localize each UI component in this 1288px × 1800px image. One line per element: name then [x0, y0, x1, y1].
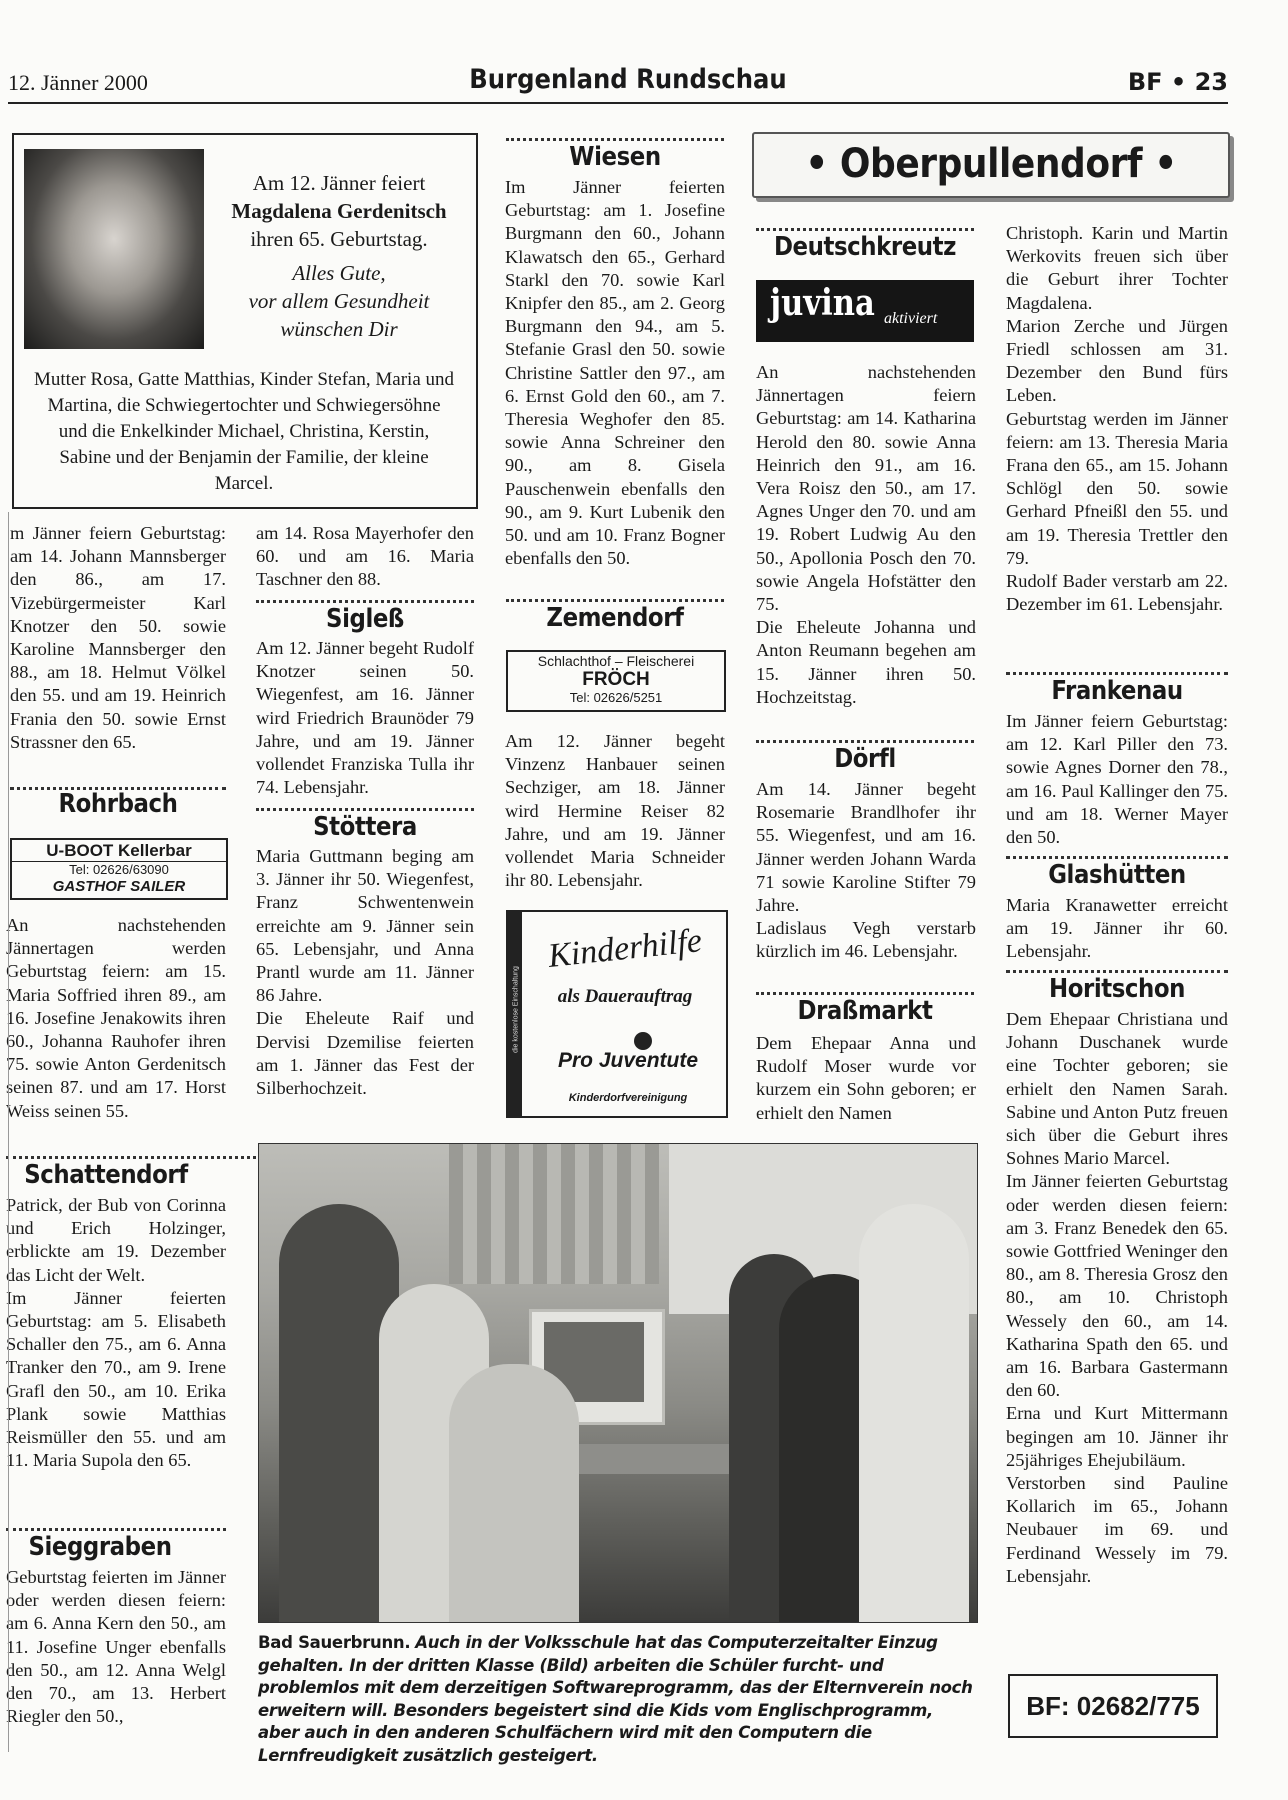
- column-rule: [8, 512, 9, 1752]
- rohrbach-text: An nachstehenden Jännertagen werden Geburtstag feiern: am 15. Maria Soffried ihren 89., am 16. Josefine Jenakowits ihren 60., Johanna Rauhofer ihren 75. sowie Anton Gerdenitsch seinen 87. und am 17. Horst Weiss seinen 55.: [6, 915, 226, 1121]
- divider: [506, 138, 724, 141]
- heading-wiesen: Wiesen: [569, 142, 661, 172]
- doerfl-text: [756, 778, 976, 964]
- pro-juventute-logo-icon: [634, 1032, 652, 1050]
- photo-caption-place: Bad Sauerbrunn.: [258, 1633, 411, 1652]
- divider: [1006, 672, 1228, 675]
- region-banner: [752, 132, 1230, 198]
- heading-doerfl: Dörfl: [834, 744, 896, 774]
- horitschon-p4: Verstorben sind Pauline Kollarich im 65., Johann Neubauer im 69. und Ferdinand Wessely im 79. Lebensjahr.: [1006, 1473, 1228, 1586]
- birthday-wish2: vor allem Gesundheit: [248, 289, 430, 313]
- frankenau-text: Im Jänner feiern Geburtstag: am 12. Karl Piller den 73. sowie Agnes Dorner den 78., am 16. Paul Kallinger den 75. und am 18. Werner Mayer den 50.: [1006, 711, 1228, 848]
- ad-froech-line1: Schlachthof – Fleischerei: [537, 653, 695, 669]
- divider: [1006, 856, 1228, 859]
- kinderhilfe-sub: als Dauerauftrag: [557, 986, 693, 1007]
- heading-sieggraben: Sieggraben: [28, 1532, 172, 1562]
- divider: [756, 992, 974, 995]
- ad-kinderhilfe: [506, 910, 728, 1118]
- kinderhilfe-script: Kinderhilfe: [546, 922, 704, 975]
- birthday-wish3: wünschen Dir: [280, 317, 398, 341]
- deutschkreutz-p2: Die Eheleute Johanna und Anton Reumann begehen am 15. Jänner ihren 50. Hochzeitstag.: [756, 617, 976, 707]
- student-figure: [859, 1204, 969, 1622]
- divider: [506, 599, 724, 602]
- birthday-line1: Am 12. Jänner feiert: [252, 171, 426, 195]
- student-figure: [449, 1364, 579, 1622]
- col5-top-text: [1006, 222, 1228, 616]
- birthday-senders: Mutter Rosa, Gatte Matthias, Kinder Stefan, Maria und Martina, die Schwiegertochter und Schwiegersöhne und die Enkelkinder Michael, Christina, Kerstin, Sabine und der Benjamin der Familie, der kleine Marcel.: [34, 369, 455, 494]
- page-number: 23: [1194, 68, 1228, 96]
- divider: [256, 600, 474, 603]
- ad-froech-line3: Tel: 02626/5251: [569, 690, 663, 705]
- divider: [256, 808, 474, 811]
- birthday-line3: ihren 65. Geburtstag.: [250, 227, 428, 251]
- schattendorf-p1: Patrick, der Bub von Corinna und Erich Holzinger, erblickte am 19. Dezember das Licht der Welt.: [6, 1195, 226, 1285]
- deutschkreutz-p1: An nachstehenden Jännertagen feiern Geburtstag: am 14. Katharina Herold den 80. sowie Anna Heinrich den 91., am 16. Vera Roisz den 50., am 17. Agnes Unger den 70. und am 19. Robert Ludwig Au den 50., Apollonia Posch den 70. sowie Angela Hofstätter den 75.: [756, 362, 976, 615]
- heading-sigless: Sigleß: [326, 604, 404, 634]
- birthday-ad: [12, 133, 478, 509]
- contact-box: [1008, 1674, 1218, 1738]
- sieggraben-text: Geburtstag feierten im Jänner oder werden diesen feiern: am 6. Anna Kern den 50., am 11. Josefine Unger ebenfalls den 50., am 12. Anna Welgl den 70., am 13. Herbert Riegler den 50.,: [6, 1567, 226, 1727]
- stoettera-p2: Die Eheleute Raif und Dervisi Dzemilise feierten am 1. Jänner das Fest der Silberhochzeit.: [256, 1008, 474, 1099]
- header-badge: [1128, 68, 1228, 96]
- glashuetten-text: Maria Kranawetter erreicht am 19. Jänner ihr 60. Lebensjahr.: [1006, 895, 1228, 962]
- heading-zemendorf: Zemendorf: [546, 603, 684, 633]
- header-separator: •: [1170, 68, 1195, 96]
- sigless-text: Am 12. Jänner begeht Rudolf Knotzer seinen 50. Wiegenfest, am 16. Jänner wird Friedrich Braunöder 79 Jahre, und am 19. Jänner vollendet Franziska Tulla ihr 74. Lebensjahr.: [256, 638, 474, 798]
- portrait-photo: [24, 149, 204, 349]
- heading-schattendorf: Schattendorf: [24, 1160, 188, 1190]
- ad-froech: [506, 650, 726, 712]
- contact-box-text: BF: 02682/775: [1026, 1691, 1200, 1721]
- heading-rohrbach: Rohrbach: [58, 789, 178, 819]
- schattendorf-p2: Im Jänner feierten Geburtstag: am 5. Elisabeth Schaller den 75., am 6. Anna Tranker den 70., am 9. Irene Grafl den 50., am 10. Erika Plank sowie Matthias Reismüller den 55. und am 11. Maria Supola den 65.: [6, 1287, 226, 1471]
- doerfl-p2: Ladislaus Vegh verstarb kürzlich im 46. Lebensjahr.: [756, 918, 976, 962]
- region-banner-text: • Oberpullendorf •: [805, 141, 1177, 187]
- header-title: Burgenland Rundschau: [469, 64, 787, 95]
- col1-intro: m Jänner feiern Geburtstag: am 14. Johann Mannsberger den 86., am 17. Vizebürgermeister Karl Knotzer den 50. sowie Karoline Mannsberger den 88., am 18. Helmut Völkel den 55. und am 19. Heinrich Frania den 50. sowie Ernst Strassner den 65.: [10, 523, 226, 752]
- divider: [6, 1156, 256, 1159]
- ad-uboot: [10, 838, 228, 900]
- heading-frankenau: Frankenau: [1051, 676, 1183, 706]
- heading-horitschon: Horitschon: [1048, 974, 1186, 1004]
- divider: [756, 228, 974, 231]
- classroom-photo: [258, 1143, 978, 1623]
- photo-caption: [258, 1632, 978, 1767]
- classroom-wall-drawings: [449, 1144, 659, 1284]
- col5-p4: Rudolf Bader verstarb am 22. Dezember im 61. Lebensjahr.: [1006, 571, 1228, 615]
- doerfl-p1: Am 14. Jänner begeht Rosemarie Brandlhofer ihr 55. Wiegenfest, und am 16. Jänner werden Johann Warda 71 sowie Karoline Stifter 79 Jahre.: [756, 779, 976, 916]
- zemendorf-text: Am 12. Jänner begeht Vinzenz Hanbauer seinen Sechziger, am 18. Jänner wird Hermine Reiser 82 Jahre, und am 19. Jänner vollendet Maria Schneider ihr 80. Lebensjahr.: [505, 731, 725, 891]
- col5-p2: Marion Zerche und Jürgen Friedl schlossen am 31. Dezember den Bund fürs Leben.: [1006, 315, 1228, 406]
- kinderhilfe-side-text: die kostenlose Einschaltung: [512, 966, 520, 1053]
- divider: [756, 740, 974, 743]
- ad-uboot-line3: GASTHOF SAILER: [52, 878, 186, 895]
- wiesen-text: Im Jänner feierten Geburtstag: am 1. Josefine Burgmann den 60., Johann Klawatsch den 65., Gerhard Starkl den 70. sowie Karl Knipfer den 85., am 2. Georg Burgmann den 94., am 5. Stefanie Grasl den 50. sowie Christine Sattler den 97., am 6. Ernst Gold den 60., am 7. Theresia Weghofer den 85. sowie Anna Schreiner den 90., am 8. Gisela Pauschenwein ebenfalls den 90., am 9. Kurt Lubenik den 50. und am 10. Franz Bogner ebenfalls den 50.: [505, 177, 725, 569]
- pro-juventute-brand: Pro Juventute: [557, 1049, 699, 1072]
- ad-froech-line2: FRÖCH: [582, 669, 650, 690]
- deutschkreutz-text: [756, 361, 976, 709]
- page-header: [8, 64, 1228, 104]
- ad-uboot-line2: Tel: 02626/63090: [69, 862, 169, 877]
- heading-glashuetten: Glashütten: [1048, 860, 1186, 890]
- header-date: 12. Jänner 2000: [8, 70, 148, 95]
- juvina-script: aktiviert: [884, 310, 938, 327]
- drassmarkt-text: Dem Ehepaar Anna und Rudolf Moser wurde vor kurzem ein Sohn geboren; er erhielt den Namen: [756, 1033, 976, 1123]
- horitschon-p1: Dem Ehepaar Christiana und Johann Duschanek wurde eine Tochter geboren; sie erhielt den Namen Sarah. Sabine und Anton Putz freuen sich über die Geburt ihres Sohnes Mario Marcel.: [1006, 1009, 1228, 1169]
- stoettera-p1: Maria Guttmann beging am 3. Jänner ihr 50. Wiegenfest, Franz Schwentenwein erreichte am 9. Jänner sein 65. Lebensjahr, und Anna Prantl wurde am 11. Jänner 86 Jahre.: [256, 846, 474, 1006]
- birthday-name: Magdalena Gerdenitsch: [231, 199, 447, 223]
- horitschon-p2: Im Jänner feierten Geburtstag oder werden diesen feiern: am 3. Franz Benedek den 65. sowie Gottfried Weninger den 80., am 8. Theresia Grosz den 80., am 10. Christoph Wessely den 60., am 14. Katharina Spath den 65. und am 16. Barbara Gastermann den 60.: [1006, 1171, 1228, 1401]
- ad-uboot-line1: U-BOOT Kellerbar: [12, 840, 226, 862]
- pro-juventute-tag: Kinderdorfvereinigung: [568, 1092, 688, 1104]
- heading-stoettera: Stöttera: [313, 812, 417, 842]
- birthday-announcement: [204, 169, 474, 343]
- divider: [1006, 970, 1228, 973]
- col2-intro: am 14. Rosa Mayerhofer den 60. und am 16. Maria Taschner den 88.: [256, 523, 474, 590]
- juvina-logo: juvina: [770, 282, 875, 324]
- horitschon-p3: Erna und Kurt Mittermann begingen am 10. Jänner ihr 25jähriges Ehejubiläum.: [1006, 1403, 1228, 1470]
- col5-p3: Geburtstag werden im Jänner feiern: am 13. Theresia Maria Frana den 65., am 15. Johann Schlögl den 50. sowie Gerhard Pfneißl den 55. und am 19. Theresia Trettler den 79.: [1006, 408, 1228, 568]
- col5-p1: Christoph. Karin und Martin Werkovits freuen sich über die Geburt ihrer Tochter Magdalena.: [1006, 223, 1228, 313]
- ad-juvina: [756, 280, 974, 342]
- photo-caption-text: Auch in der Volksschule hat das Computerzeitalter Einzug gehalten. In der dritten Klasse (Bild) arbeiten die Schüler furcht- und problemlos mit dem derzeitigen Softwareprogramm, das der Elternverein noch erweitern will. Besonders begeistert sind die Kids vom Englischprogramm, aber auch in den anderen Schulfächern wird mit den Computern die Lernfreudigkeit zusätzlich gesteigert.: [258, 1633, 973, 1765]
- schattendorf-text: [6, 1194, 226, 1472]
- stoettera-text: [256, 845, 474, 1100]
- heading-deutschkreutz: Deutschkreutz: [773, 232, 957, 262]
- header-badge-label: BF: [1127, 68, 1163, 96]
- divider: [6, 1528, 226, 1531]
- horitschon-text: [1006, 1008, 1228, 1588]
- birthday-wish1: Alles Gute,: [292, 261, 386, 285]
- heading-drassmarkt: Draßmarkt: [797, 996, 933, 1026]
